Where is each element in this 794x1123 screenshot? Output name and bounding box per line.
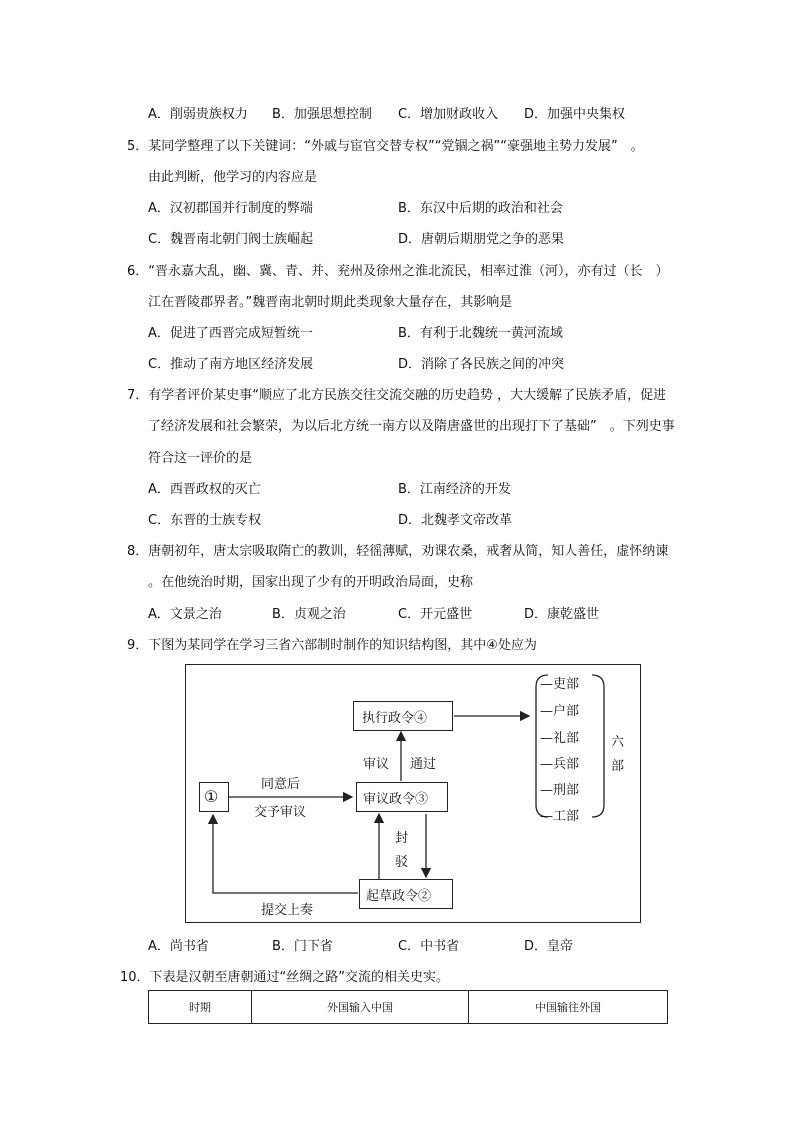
q6-option-a: A．促进了西晋完成短暂统一 — [148, 326, 313, 341]
label-agree: 同意后 — [261, 777, 301, 792]
label-bo: 驳 — [395, 855, 409, 870]
q6-option-d: D．消除了各民族之间的冲突 — [398, 357, 565, 372]
header-import: 外国输入中国 — [252, 991, 469, 1024]
label-submit: 提交上奏 — [261, 903, 314, 918]
q8-option-a: A．文景之治 — [148, 607, 222, 622]
three-departments-diagram — [185, 664, 641, 923]
arrow-2-to-1 — [213, 815, 358, 893]
q7-stem-line1: 7．有学者评价某史事“顺应了北方民族交往交流交融的历史趋势 ，大大缓解了民族矛盾，促进 — [127, 388, 667, 403]
q6-option-b: B．有利于北魏统一黄河流域 — [398, 326, 563, 341]
q5-stem-line2: 由此判断，他学习的内容应是 — [148, 170, 318, 185]
ministry-hu: —户部 — [540, 704, 580, 719]
q7-stem-line3: 符合这一评价的是 — [148, 451, 253, 466]
box-3-label: 审议政令③ — [363, 792, 429, 807]
q4-option-b: B．加强思想控制 — [272, 107, 372, 122]
q9-option-a: A．尚书省 — [148, 939, 209, 954]
q5-stem-line1: 5．某同学整理了以下关键词：“外戚与宦官交替专权”“党锢之祸”“豪强地主势力发展” 。 — [127, 139, 644, 154]
box-2-label: 起草政令② — [366, 889, 432, 904]
ministry-li: —吏部 — [540, 677, 580, 692]
ministry-li-rites: —礼部 — [540, 731, 580, 746]
silk-road-table — [148, 990, 668, 1024]
label-bu: 部 — [611, 759, 625, 774]
box-3 — [356, 782, 448, 812]
q6-option-c: C．推动了南方地区经济发展 — [148, 357, 314, 372]
label-pass: 通过 — [410, 757, 437, 772]
q7-option-c: C．东晋的士族专权 — [148, 513, 262, 528]
q7-option-b: B．江南经济的开发 — [398, 482, 511, 497]
table-header-row — [149, 991, 668, 1024]
label-liu: 六 — [611, 735, 625, 750]
ministry-gong: —工部 — [540, 809, 580, 824]
box-4-label: 执行政令④ — [362, 711, 428, 726]
q8-option-c: C．开元盛世 — [398, 607, 473, 622]
ministry-xing: —刑部 — [540, 783, 580, 798]
ministry-bing: —兵部 — [540, 757, 580, 772]
q6-stem-line1: 6．“晋永嘉大乱，幽、冀、青、并、兖州及徐州之淮北流民，相率过淮（河），亦有过（长 ） — [127, 264, 669, 279]
box-1-label: ① — [204, 787, 219, 806]
q7-option-a: A．西晋政权的灭亡 — [148, 482, 261, 497]
q5-option-d: D．唐朝后期朋党之争的恶果 — [398, 232, 565, 247]
q4-option-d: D．加强中央集权 — [524, 107, 626, 122]
q6-stem-line2: 江在晋陵郡界者。”魏晋南北朝时期此类现象大量存在，其影响是 — [148, 295, 513, 310]
header-export: 中国输往外国 — [469, 991, 668, 1024]
q5-option-b: B．东汉中后期的政治和社会 — [398, 201, 563, 216]
box-4 — [353, 701, 453, 731]
q9-stem: 9．下图为某同学在学习三省六部制时制作的知识结构图，其中④处应为 — [127, 638, 537, 653]
q8-option-d: D．康乾盛世 — [524, 607, 600, 622]
header-period: 时期 — [149, 991, 252, 1024]
q8-stem-line1: 8．唐朝初年，唐太宗吸取隋亡的教训，轻徭薄赋，劝课农桑，戒奢从简，知人善任，虚怀纳谏 — [127, 544, 669, 559]
q10-stem: 10．下表是汉朝至唐朝通过“丝绸之路”交流的相关史实。 — [120, 970, 450, 985]
q9-option-d: D．皇帝 — [524, 939, 574, 954]
q8-option-b: B．贞观之治 — [272, 607, 346, 622]
q8-stem-line2: 。在他统治时期，国家出现了少有的开明政治局面，史称 — [148, 575, 474, 590]
q5-option-a: A．汉初郡国并行制度的弊端 — [148, 201, 313, 216]
ministries-right-bracket — [592, 675, 604, 817]
label-hand-over: 交予审议 — [254, 805, 307, 820]
box-1 — [199, 782, 229, 812]
label-feng: 封 — [395, 831, 409, 846]
q9-option-b: B．门下省 — [272, 939, 333, 954]
box-2 — [359, 879, 453, 909]
q4-option-a: A．削弱贵族权力 — [148, 107, 248, 122]
q4-option-c: C．增加财政收入 — [398, 107, 499, 122]
q9-option-c: C．中书省 — [398, 939, 460, 954]
q7-stem-line2: 了经济发展和社会繁荣，为以后北方统一南方以及隋唐盛世的出现打下了基础” 。下列史事 — [148, 419, 675, 434]
label-review: 审议 — [363, 757, 390, 772]
q7-option-d: D．北魏孝文帝改革 — [398, 513, 513, 528]
q5-option-c: C．魏晋南北朝门阀士族崛起 — [148, 232, 314, 247]
